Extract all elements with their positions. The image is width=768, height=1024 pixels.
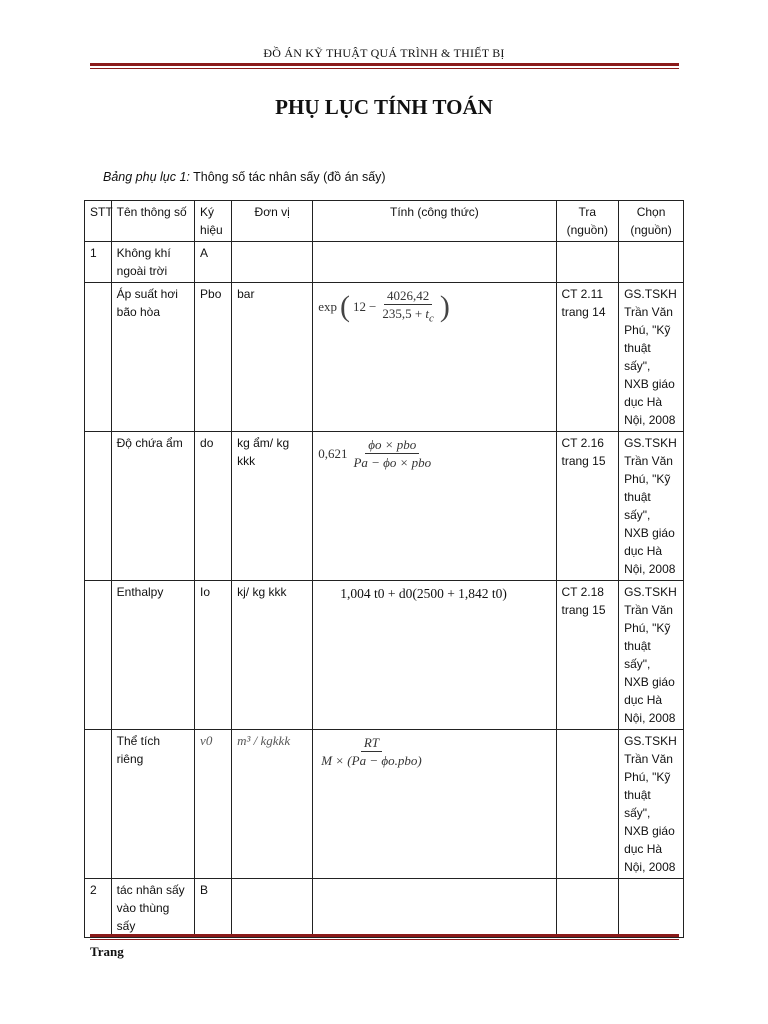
table-caption — [103, 170, 386, 184]
row-lookup-source: CT 2.16 trang 15 — [556, 432, 619, 581]
row-parameter-name: Áp suất hơi bão hòa — [111, 283, 194, 432]
row-lookup-source: CT 2.11 trang 14 — [556, 283, 619, 432]
row-symbol: B — [195, 879, 232, 938]
row-chosen-source — [619, 879, 684, 938]
row-symbol: do — [195, 432, 232, 581]
row-chosen-source: GS.TSKH Trần Văn Phú, "Kỹ thuật sấy", NXB giáo dục Hà Nội, 2008 — [619, 581, 684, 730]
row-unit: kj/ kg kkk — [232, 581, 313, 730]
row-stt — [85, 581, 112, 730]
header-divider — [90, 63, 679, 69]
row-chosen-source — [619, 242, 684, 283]
page-title: PHỤ LỤC TÍNH TOÁN — [275, 95, 493, 119]
row-formula — [313, 730, 556, 879]
row-symbol — [195, 730, 232, 879]
caption-label: Bảng phụ lục 1: — [103, 170, 190, 184]
row-chosen-source: GS.TSKH Trần Văn Phú, "Kỹ thuật sấy", NXB giáo dục Hà Nội, 2008 — [619, 283, 684, 432]
row-formula — [313, 242, 556, 283]
row-unit: kg ẩm/ kg kkk — [232, 432, 313, 581]
table-row — [85, 730, 684, 879]
row-stt: 2 — [85, 879, 112, 938]
row-unit — [232, 730, 313, 879]
row-stt — [85, 432, 112, 581]
row-lookup-source — [556, 879, 619, 938]
row-stt — [85, 283, 112, 432]
row-parameter-name: tác nhân sấy vào thùng sấy — [111, 879, 194, 938]
header-lookup-source: Tra (nguồn) — [556, 201, 619, 242]
unit-value: m³ / kgkkk — [237, 733, 291, 748]
row-stt — [85, 730, 112, 879]
row-formula — [313, 581, 556, 730]
header-parameter-name: Tên thông số — [111, 201, 194, 242]
row-unit — [232, 242, 313, 283]
header-symbol: Ký hiệu — [195, 201, 232, 242]
table-row — [85, 581, 684, 730]
header-unit: Đơn vị — [232, 201, 313, 242]
symbol-value: v0 — [200, 733, 213, 748]
row-unit — [232, 879, 313, 938]
table-row — [85, 283, 684, 432]
row-parameter-name: Enthalpy — [111, 581, 194, 730]
row-formula — [313, 879, 556, 938]
row-parameter-name: Không khí ngoài trời — [111, 242, 194, 283]
caption-text: Thông số tác nhân sấy (đồ án sấy) — [189, 170, 386, 184]
table-row — [85, 432, 684, 581]
page-footer: Trang — [90, 944, 124, 959]
row-symbol: Io — [195, 581, 232, 730]
row-chosen-source: GS.TSKH Trần Văn Phú, "Kỹ thuật sấy", NXB giáo dục Hà Nội, 2008 — [619, 432, 684, 581]
row-stt: 1 — [85, 242, 112, 283]
row-formula — [313, 283, 556, 432]
row-symbol: A — [195, 242, 232, 283]
header-formula: Tính (công thức) — [313, 201, 556, 242]
row-lookup-source — [556, 242, 619, 283]
row-symbol: Pbo — [195, 283, 232, 432]
table-row — [85, 242, 684, 283]
moisture-content-formula: 0,621 $\frac{\text{ϕo × pbo}}{\text{Pa − ϕo × pbo}}$ — [318, 437, 432, 470]
table-header-row — [85, 201, 684, 242]
specific-volume-formula: $\frac{RT}{\text{M × (Pa − ϕo.pbo)}}$ — [321, 735, 422, 768]
row-formula — [313, 432, 556, 581]
footer-divider — [90, 934, 679, 940]
document-header-title: ĐỒ ÁN KỸ THUẬT QUÁ TRÌNH & THIẾT BỊ — [263, 46, 505, 60]
parameters-table — [84, 200, 684, 938]
row-unit: bar — [232, 283, 313, 432]
header-stt: STT — [85, 201, 112, 242]
row-chosen-source: GS.TSKH Trần Văn Phú, "Kỹ thuật sấy", NXB giáo dục Hà Nội, 2008 — [619, 730, 684, 879]
row-lookup-source — [556, 730, 619, 879]
row-parameter-name: Độ chứa ẩm — [111, 432, 194, 581]
header-chosen-source: Chọn (nguồn) — [619, 201, 684, 242]
enthalpy-formula: 1,004 t0 + d0(2500 + 1,842 t0) — [340, 586, 507, 601]
row-parameter-name: Thể tích riêng — [111, 730, 194, 879]
row-lookup-source: CT 2.18 trang 15 — [556, 581, 619, 730]
saturation-pressure-formula: exp ( 12 − $\frac{4026,42}{235,5 + t_c}$ ) — [318, 288, 450, 325]
table-row — [85, 879, 684, 938]
